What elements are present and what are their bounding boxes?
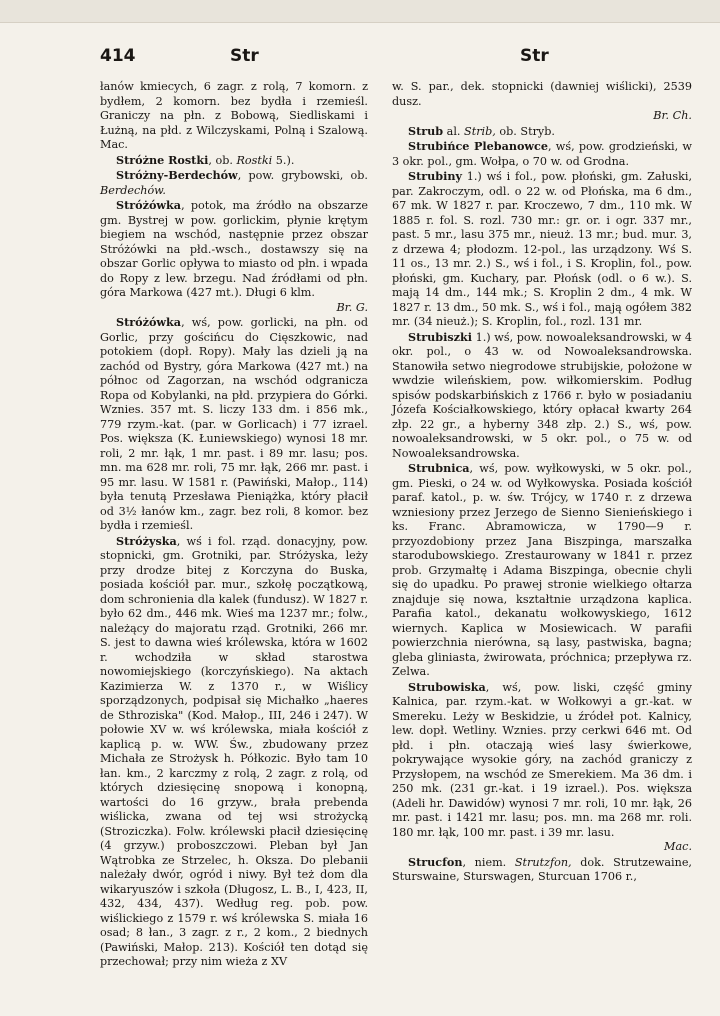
- entry-headword: Stróżne Rostki: [116, 152, 209, 167]
- entry-headword: Strubiszki: [408, 329, 473, 344]
- page-header: [100, 42, 690, 70]
- entry-text: 1.) wś, pow. nowoaleksandrowski, w 4 okr. pol., o 43 w. od Nowoaleksandrowska. Stanowiła setwo niegrodowe strubijskie, położone w wwdzie wileńskiem, pow. wiłkomierskim. Podług spisów podskarbińskich z 1766 r. było w posiadaniu Józefa Kościałkowskiego, który opłacał kwarty 264 złp. 22 gr., a hyberny 348 złp. 2.) S., wś, pow. nowoaleksandrowski, w 5 okr. pol., o 75 w. od Nowoaleksandrowska.: [392, 330, 692, 460]
- entry-headword: Stróżówka: [116, 315, 182, 329]
- entry-text: , ob.: [208, 153, 237, 167]
- right-column: [392, 80, 692, 885]
- entry-text: , niem.: [462, 855, 515, 869]
- scan-top-edge: [0, 0, 720, 23]
- running-title-right: Str: [520, 46, 549, 66]
- entry-text: al.: [443, 124, 465, 138]
- entry-headword: Strubowiska: [408, 679, 486, 694]
- entry-paragraph: [392, 139, 692, 169]
- entry-italic: Rostki: [236, 153, 273, 167]
- entry-text-tail: dok. Strutzewaine, Sturswaine, Sturswagen, Sturcuan 1706 r.,: [392, 855, 692, 883]
- entry-headword: Strubiny: [408, 169, 462, 183]
- running-title-left: Str: [230, 46, 259, 66]
- entry-text: , potok, ma źródło na obszarze gm. Bystrej w pow. gorlickim, płynie krętym biegiem na wschód, następnie przez obszar Stróżówki na płd.-wsch., dostawszy się na obszar Gorlic opływa to miasto od płn. i wpada do Ropy z lew. brzegu. Nad źródłami od płn. góra Markowa (427 mt.). Długi 6 klm.: [100, 199, 368, 299]
- entry-text: , wś, pow. liski, część gminy Kalnica, par. rzym.-kat. w Wołkowyi a gr.-kat. w Smereku. Leży w Beskidzie, u źródeł pot. Kalnicy, lew. dopł. Wetliny. Wznies. przy cerkwi 646 mt. Od płd. i płn. otaczają wieś lasy świerkowe, pokrywające wysokie góry, na zachód graniczy z Przysłopem, na wschód ze Smerekiem. Ma 36 dm. i 250 mk. (231 gr.-kat. i 19 izrael.). Pos. większa (Adeli hr. Dawidów) wynosi 7 mr. roli, 10 mr. łąk, 26 mr. past. i 1421 mr. lasu; pos. mn. ma 268 mr. roli. 180 mr. łąk, 100 mr. past. i 39 mr. lasu.: [392, 680, 692, 839]
- page-number: 414: [100, 46, 136, 66]
- entry-paragraph: [392, 80, 692, 124]
- entry-text: w. S. par., dek. stopnicki (dawniej wiślicki), 2539 dusz.: [392, 80, 692, 108]
- entry-headword: Stróżny-Berdechów: [116, 168, 238, 182]
- entry-headword: Strucfon: [408, 854, 463, 869]
- entry-text: łanów kmiecych, 6 zagr. z rolą, 7 komorn. z bydłem, 2 komorn. bez bydła i rzemieśl. Graniczy na płn. z Bobową, Siedliskami i Łużną, na płd. z Wilczyskami, Polną i Szalową. Mac.: [100, 80, 368, 151]
- entry-italic: Strutzfon,: [514, 855, 572, 869]
- entry-paragraph: [392, 169, 692, 330]
- entry-headword: Stróżyska: [116, 533, 177, 548]
- entry-text: 1.) wś i fol., pow. płoński, gm. Załuski, par. Zakroczym, odl. o 22 w. od Płońska, ma 6 dm., 67 mk. W 1827 r. par. Kroczewo, 7 dm., 110 mk. W 1885 r. fol. S. rozl. 730 mr.: gr. or. i ogr. 337 mr., past. 5 mr., lasu 375 mr., nieuż. 13 mr.; bud. mur. 3, z drzewa 4; płodozm. 12-pol., las urządzony. Wś S. 11 os., 13 mr. 2.) S., wś i fol., i S. Kroplin, fol., pow. płoński, gm. Kuchary, par. Płońsk (odl. o 6 w.). S. mają 14 dm., 144 mk.; S. Kroplin 2 dm., 4 mk. W 1827 r. 13 dm., 50 mk. S., wś i fol., mają ogółem 382 mr. (34 nieuż.); S. Kroplin, fol., rozl. 131 mr.: [392, 170, 692, 328]
- entry-paragraph: [392, 330, 692, 462]
- entry-text: , wś i fol. rząd. donacyjny, pow. stopnicki, gm. Grotniki, par. Stróżyska, leży przy drodze bitej z Korczyna do Buska, posiada kościół par. mur., szkołę początkową, dom schronienia dla kalek (fundusz). W 1827 r. było 62 dm., 446 mk. Wieś ma 1237 mr.; folw., należący do majoratu rząd. Grotniki, 266 mr. S. jest to dawna wieś królewska, która w 1602 r. wchodziła w skład starostwa nowomiejskiego (korczyńskiego). Na aktach Kazimierza W. z 1370 r., w Wiślicy sporządzonych, podpisał się Michałko „haeres de Sthroziska" (Kod. Małop., III, 246 i 247). W połowie XV w. wś królewska, miała kościół z kaplicą p. w. WW. Św., zbudowany przez Michała ze Strożysk h. Półkozic. Było tam 10 łan. km., 2 karczmy z rolą, 2 zagr. z rolą, od których dziesięcinę snopową i konopną, wartości do 16 grzyw., brała prebenda wiślicka, zwana od tej wsi strożycką (Stroziczka). Folw. królewski płacił dziesięcinę (4 grzyw.) proboszczowi. Pleban był Jan Wątrobka ze Strzelec, h. Oksza. Do plebanii należały dwór, ogród i niwy. Był też dom dla wikaryuszów i szkoła (Długosz, L. B., I, 423, II, 432, 434, 437). Według reg. pob. pow. wiślickiego z 1579 r. wś królewska S. miała 16 osad; 8 łan., 3 zagr. z r., 2 kom., 2 biednych (Pawiński, Małop. 213). Kościół ten dotąd się przechował; przy nim wieża z XV: [100, 534, 368, 968]
- entry-headword: Strub: [408, 123, 444, 138]
- entry-paragraph: [100, 198, 368, 315]
- entry-paragraph: [100, 534, 368, 970]
- entry-text-tail: 5.).: [272, 153, 295, 167]
- entry-paragraph: [100, 315, 368, 534]
- entry-paragraph: [392, 680, 692, 855]
- entry-text-tail: ob. Stryb.: [495, 124, 555, 138]
- entry-text: , pow. grybowski, ob.: [237, 169, 368, 182]
- entry-text: , wś, pow. gorlicki, na płn. od Gorlic, przy gościńcu do Cięszkowic, nad potokiem (dopł. Ropy). Mały las dzieli ją na zachód od Bystry, góra Markowa (427 mt.) na północ od Zagorzan, na wschód odgranicza Ropa od Kobylanki, na płd. przypiera do Górki. Wznies. 357 mt. S. liczy 133 dm. i 856 mk., 779 rzym.-kat. (par. w Gorlicach) i 77 izrael. Pos. większa (K. Łuniewskiego) wynosi 18 mr. roli, 2 mr. łąk, 1 mr. past. i 89 mr. lasu; pos. mn. ma 628 mr. roli, 75 mr. łąk, 266 mr. past. i 95 mr. lasu. W 1581 r. (Pawiński, Małop., 114) była tenutą Przesława Pieniążka, który płacił od 3½ łanów km., zagr. bez roli, 8 komor. bez bydła i rzemieśl.: [100, 316, 368, 532]
- entry-italic: Berdechów.: [100, 183, 166, 197]
- entry-paragraph: [100, 168, 368, 198]
- entry-text: , wś, pow. wyłkowyski, w 5 okr. pol., gm. Pieski, o 24 w. od Wyłkowyska. Posiada kościół paraf. katol., p. w. św. Trójcy, w 1740 r. z drzewa wzniesiony przez Jerzego de Sienno Sienieńskiego i ks. Franc. Abramowicza, w 1790—9 r. przyozdobiony przez Jana Biszpinga, marszałka starodubowskiego. Zrestaurowany w 1841 r. przez prob. Grzymałtę i Adama Biszpinga, obecnie chyli się do upadku. Po prawej stronie wielkiego ołtarza znajduje się nowa, kształtnie urządzona kaplica. Parafia katol., dekanatu wołkowyskiego, 1612 wiernych. Kaplica w Mosiewicach. W parafii powierzchnia nierówna, są lasy, pastwiska, bagna; gleba gliniasta, żwirowata, próchnica; przepływa rz. Zelwa.: [392, 462, 692, 678]
- entry-text: , wś, pow. grodzieński, w 3 okr. pol., gm. Wołpa, o 70 w. od Grodna.: [392, 140, 692, 168]
- entry-paragraph: [392, 461, 692, 680]
- entry-paragraph: [392, 855, 692, 885]
- entry-paragraph: [100, 153, 368, 169]
- entry-signature: Mac.: [664, 840, 692, 853]
- entry-italic: Strib,: [464, 124, 496, 138]
- entry-headword: Strubnica: [408, 461, 470, 475]
- entry-headword: Strubińce Plebanowce: [408, 139, 548, 153]
- entry-paragraph: [392, 124, 692, 140]
- left-column: [100, 80, 368, 970]
- entry-signature: Br. G.: [336, 300, 368, 314]
- entry-paragraph: [100, 80, 368, 153]
- entry-headword: Stróżówka: [116, 198, 182, 212]
- entry-signature: Br. Ch.: [653, 109, 692, 122]
